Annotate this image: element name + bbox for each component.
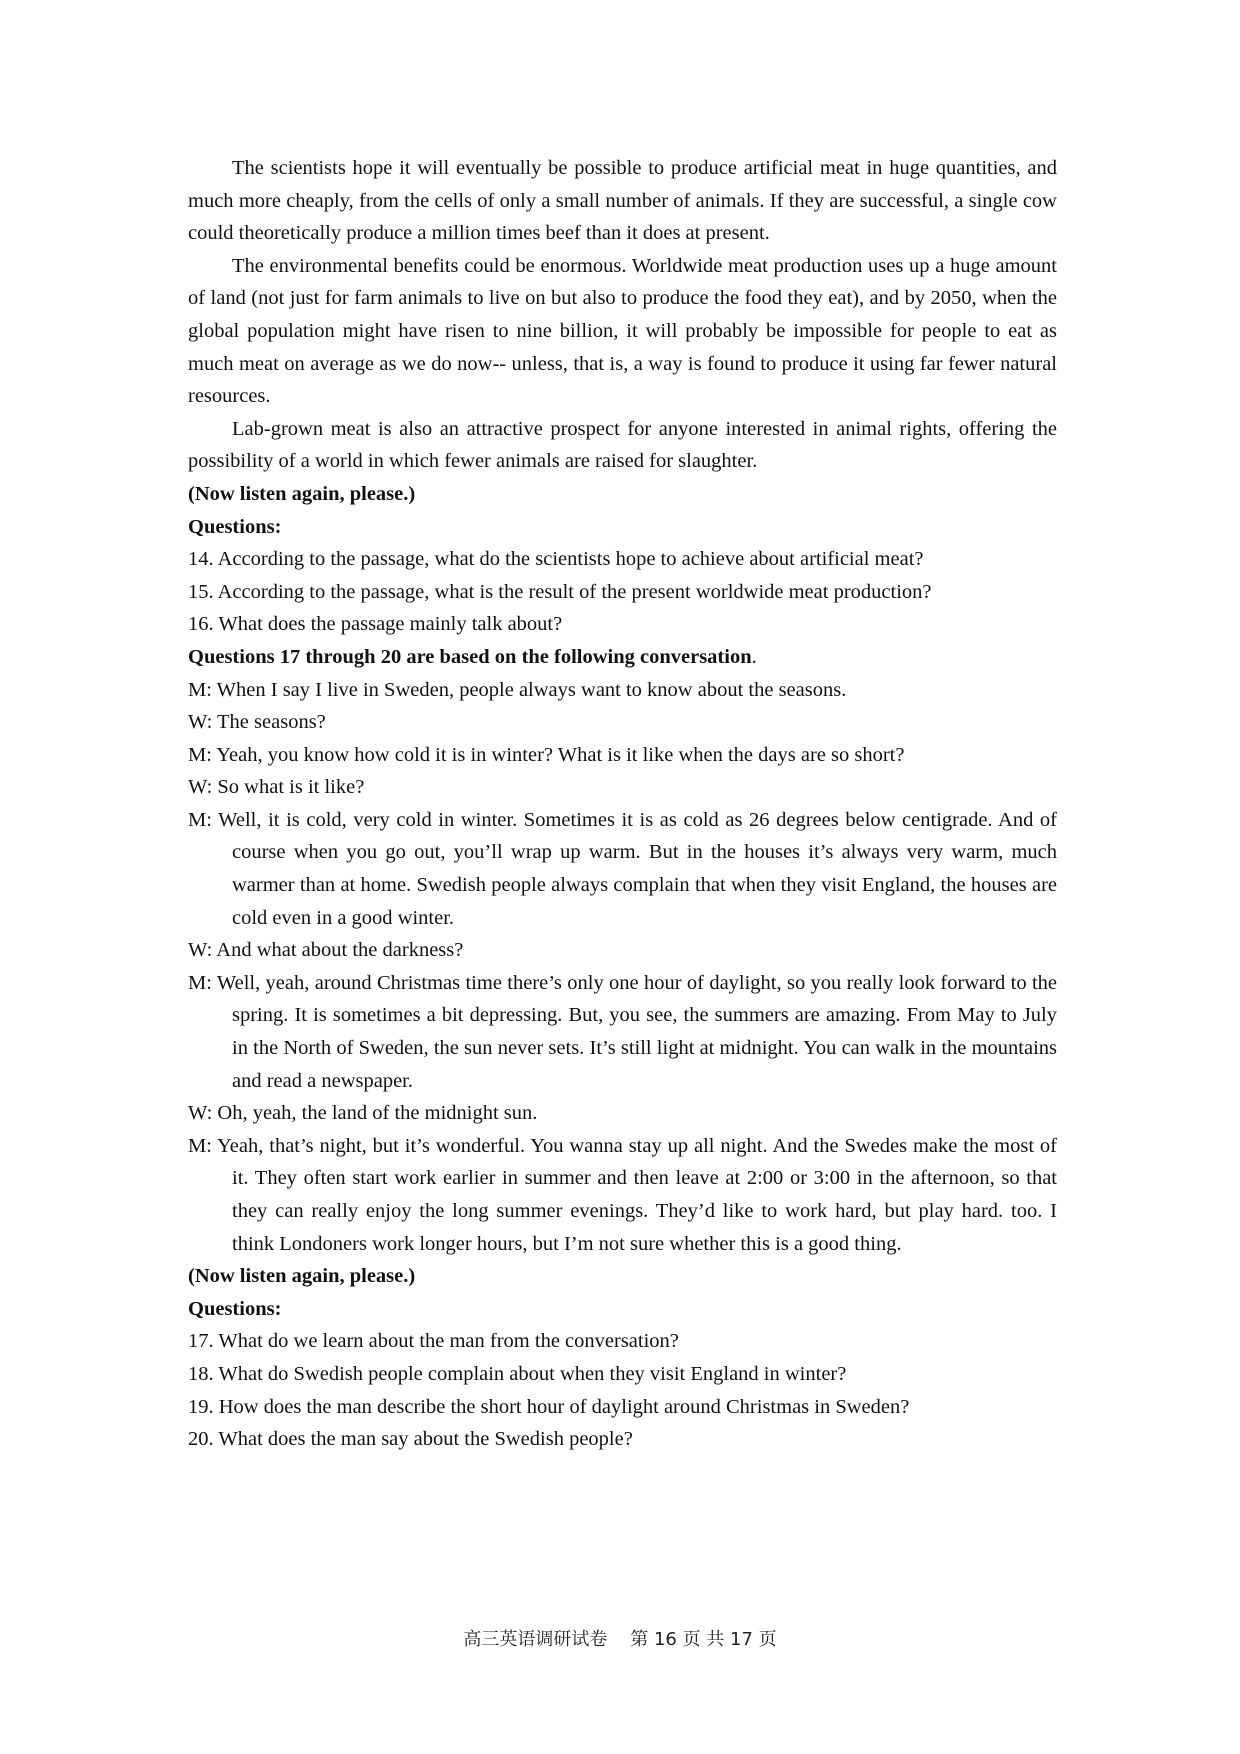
conversation-heading-period: . [751,645,757,668]
listen-again-note: (Now listen again, please.) [188,1265,416,1288]
conversation-heading [188,641,1057,674]
dialog-line: M: When I say I live in Sweden, people always want to know about the seasons. [188,678,847,701]
question-item: 15. According to the passage, what is the result of the present worldwide meat production? [188,580,932,603]
passage-paragraph: The scientists hope it will eventually be possible to produce artificial meat in huge quantities, and much more cheaply, from the cells of only a small number of animals. If they are successful, a single cow could theoretically produce a million times beef than it does at present. [188,157,1057,245]
page-footer: 高三英语调研试卷 第 16 页 共 17 页 [463,1629,777,1650]
questions-heading: Questions: [188,515,282,538]
passage-paragraph: The environmental benefits could be enormous. Worldwide meat production uses up a huge amount of land (not just for farm animals to live on but also to produce the food they eat), and by 2050, when the global population might have risen to nine billion, it will probably be impossible for people to eat as much meat on average as we do now-- unless, that is, a way is found to produce it using far fewer natural resources. [188,254,1057,408]
question-item: 18. What do Swedish people complain about when they visit England in winter? [188,1362,847,1385]
dialog-line: W: So what is it like? [188,776,365,799]
listen-again-note: (Now listen again, please.) [188,482,416,505]
question-item: 19. How does the man describe the short hour of daylight around Christmas in Sweden? [188,1395,910,1418]
questions-heading: Questions: [188,1297,282,1320]
conversation-heading-text: Questions 17 through 20 are based on the following conversation [188,645,752,668]
question-item: 16. What does the passage mainly talk about? [188,613,563,636]
dialog-line: W: The seasons? [188,711,326,734]
passage-paragraph: Lab-grown meat is also an attractive prospect for anyone interested in animal rights, offering the possibility of a world in which fewer animals are raised for slaughter. [188,417,1057,473]
question-item: 14. According to the passage, what do the scientists hope to achieve about artificial meat? [188,548,924,571]
dialog-line: W: Oh, yeah, the land of the midnight sun. [188,1102,538,1125]
dialog-line: M: Well, yeah, around Christmas time there’s only one hour of daylight, so you really look forward to the spring. It is sometimes a bit depressing. But, you see, the summers are amazing. From May to July in the North of Sweden, the sun never sets. It’s still light at midnight. You can walk in the mountains and read a newspaper. [188,971,1057,1092]
dialog-line: W: And what about the darkness? [188,939,464,962]
document-body [188,152,1057,1456]
dialog-line: M: Yeah, that’s night, but it’s wonderful. You wanna stay up all night. And the Swedes make the most of it. They often start work earlier in summer and then leave at 2:00 or 3:00 in the afternoon, so that they can really enjoy the long summer evenings. They’d like to work hard, but play hard. too. I think Londoners work longer hours, but I’m not sure whether this is a good thing. [188,1134,1057,1255]
dialog-line: M: Well, it is cold, very cold in winter. Sometimes it is as cold as 26 degrees below centigrade. And of course when you go out, you’ll wrap up warm. But in the houses it’s always very warm, much warmer than at home. Swedish people always complain that when they visit England, the houses are cold even in a good winter. [188,808,1057,929]
dialog-line: M: Yeah, you know how cold it is in winter? What is it like when the days are so short? [188,743,905,766]
question-item: 20. What does the man say about the Swedish people? [188,1428,633,1451]
question-item: 17. What do we learn about the man from the conversation? [188,1330,679,1353]
